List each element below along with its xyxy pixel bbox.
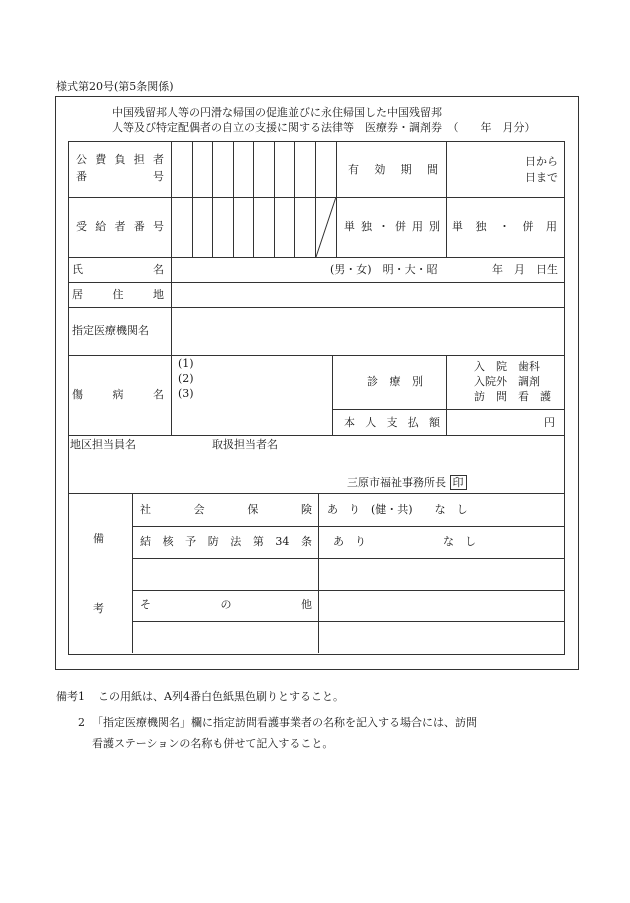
tb-law-value: あ り な し bbox=[333, 535, 476, 548]
seal-mark: 印 bbox=[450, 475, 467, 490]
yen-label: 円 bbox=[544, 416, 555, 429]
other-label: そ の 他 bbox=[140, 598, 312, 611]
treatment-type-label: 診 療 別 bbox=[367, 375, 423, 388]
gender-era: (男・女) 明・大・昭 bbox=[330, 263, 438, 276]
validity-from: 日から bbox=[525, 155, 558, 168]
note-2-num: 2 bbox=[78, 716, 85, 729]
recipient-number-label: 受 給 者 番 号 bbox=[76, 220, 164, 233]
disease-item-3: (3) bbox=[178, 387, 194, 400]
note-2-text: 「指定医療機関名」欄に指定訪問看護事業者の名称を記入する場合には、訪問 bbox=[92, 716, 477, 729]
self-payment-label: 本 人 支 払 額 bbox=[344, 416, 440, 429]
note-1-num: 備考1 bbox=[56, 690, 85, 703]
birthdate-label: 年 月 日生 bbox=[492, 263, 558, 276]
note-2-text-cont: 看護ステーションの名称も併せて記入すること。 bbox=[92, 737, 334, 750]
validity-label: 有 効 期 間 bbox=[348, 163, 438, 176]
slash-mark bbox=[315, 197, 337, 257]
burden-number-label-1: 公 費 負 担 者 bbox=[76, 153, 164, 166]
disease-label: 傷 病 名 bbox=[72, 388, 164, 401]
social-insurance-label: 社 会 保 険 bbox=[140, 503, 312, 516]
social-insurance-value: あ り (健・共) な し bbox=[327, 503, 468, 516]
form-number: 様式第20号(第5条関係) bbox=[56, 80, 174, 93]
remarks-label-2: 考 bbox=[93, 602, 104, 615]
title-line-2: 人等及び特定配偶者の自立の支援に関する法律等 医療券・調剤券 （ 年 月分） bbox=[112, 121, 536, 134]
address-label: 居 住 地 bbox=[72, 288, 164, 301]
single-combined-label: 単 独 ・ 併 用 別 bbox=[344, 220, 440, 233]
treatment-option-inpatient: 入 院 歯科 bbox=[474, 360, 540, 373]
disease-item-2: (2) bbox=[178, 372, 194, 385]
treatment-option-visit: 訪 問 看 護 bbox=[474, 390, 551, 403]
burden-number-label-2: 番 号 bbox=[76, 170, 164, 183]
title-line-1: 中国残留邦人等の円滑な帰国の促進並びに永住帰国した中国残留邦 bbox=[112, 106, 442, 119]
district-staff-label: 地区担当員名 bbox=[70, 438, 136, 451]
office-name: 三原市福祉事務所長 印 bbox=[347, 475, 467, 490]
tb-law-label: 結 核 予 防 法 第 34 条 bbox=[140, 535, 312, 548]
note-1-text: この用紙は、A列4番白色紙黒色刷りとすること。 bbox=[98, 690, 344, 703]
single-combined-value: 単 独 ・ 併 用 bbox=[452, 220, 557, 233]
institution-label: 指定医療機関名 bbox=[72, 324, 149, 337]
name-label: 氏 名 bbox=[72, 263, 164, 276]
remarks-label-1: 備 bbox=[93, 532, 104, 545]
disease-item-1: (1) bbox=[178, 357, 194, 370]
handling-staff-label: 取扱担当者名 bbox=[212, 438, 278, 451]
validity-to: 日まで bbox=[525, 171, 558, 184]
treatment-option-outpatient: 入院外 調剤 bbox=[474, 375, 540, 388]
